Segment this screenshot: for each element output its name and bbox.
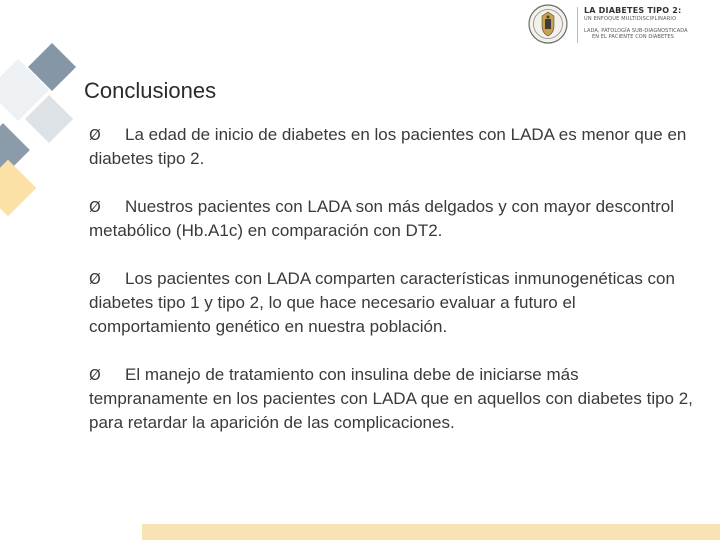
logo-caption xyxy=(584,28,720,40)
university-seal-icon xyxy=(528,4,568,44)
footer-bar xyxy=(142,524,720,540)
arrow-bullet-icon: Ø xyxy=(89,198,101,216)
arrow-bullet-icon: Ø xyxy=(89,270,101,288)
bullet-text: El manejo de tratamiento con insulina debe de iniciarse más tempranamente en los pacientes con LADA que en aquellos con diabetes tipo 2, para retardar la aparición de las complicaciones. xyxy=(89,365,693,432)
decor-diamond xyxy=(0,160,36,217)
page-title: Conclusiones xyxy=(84,78,217,103)
logo-caption-line: EN EL PACIENTE CON DIABETES xyxy=(592,34,674,40)
logo-divider xyxy=(577,7,578,43)
bullet-list xyxy=(89,123,699,435)
bullet-item xyxy=(89,267,699,339)
bullet-item xyxy=(89,123,699,171)
bullet-text: Los pacientes con LADA comparten características inmunogenéticas con diabetes tipo 1 y tipo 2, lo que hace necesario evaluar a futuro el comportamiento genético en nuestra población. xyxy=(89,269,675,336)
arrow-bullet-icon: Ø xyxy=(89,366,101,384)
bullet-item xyxy=(89,363,699,435)
arrow-bullet-icon: Ø xyxy=(89,126,101,144)
bullet-text: Nuestros pacientes con LADA son más delgados y con mayor descontrol metabólico (Hb.A1c) en comparación con DT2. xyxy=(89,197,675,240)
logo-caption-line: LADA, PATOLOGÍA SUB-DIAGNOSTICADA xyxy=(584,28,688,34)
logo-text xyxy=(584,6,720,40)
bullet-item xyxy=(89,195,699,243)
header-logo xyxy=(528,4,718,46)
logo-subtitle: UN ENFOQUE MULTIDISCIPLINARIO xyxy=(584,16,677,22)
logo-title: LA DIABETES TIPO 2: xyxy=(584,6,682,15)
bullet-text: La edad de inicio de diabetes en los pacientes con LADA es menor que en diabetes tipo 2. xyxy=(89,125,687,168)
